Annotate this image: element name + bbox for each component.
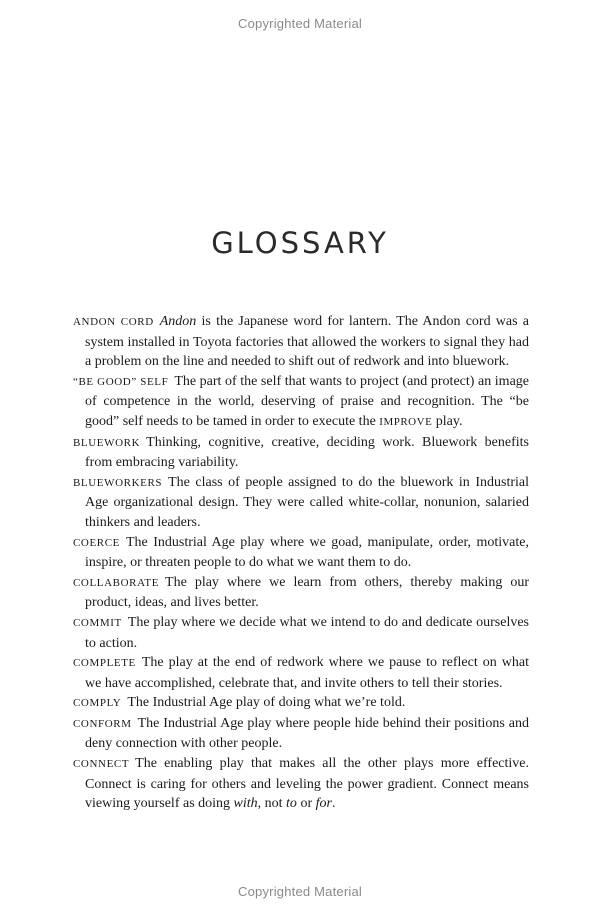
watermark-top: Copyrighted Material	[238, 16, 362, 31]
definition-text: or	[296, 796, 316, 812]
glossary-entry	[73, 372, 529, 433]
glossary-term: BLUEWORK	[73, 436, 141, 449]
definition-text: , not	[257, 796, 287, 812]
glossary-entry	[73, 754, 529, 814]
definition-text: The play at the end of redwork where we pause to reflect on what we have accomplished, celebrate that, and invite others to tell their stories.	[85, 655, 529, 691]
definition-text: Thinking, cognitive, creative, deciding work. Bluework benefits from embracing variability.	[85, 434, 529, 471]
glossary-term: BLUEWORKERS	[73, 476, 163, 489]
definition-text: The enabling play that makes all the other plays more effective. Connect is caring for others and leveling the power gradient. Connect means viewing yourself as doing	[85, 756, 529, 812]
glossary-term: COLLABORATE	[73, 576, 160, 589]
definition-text: The Industrial Age play of doing what we’re told.	[127, 695, 406, 711]
definition-text: play.	[432, 413, 463, 429]
small-caps-text: IMPROVE	[379, 415, 433, 428]
definition-text: .	[331, 796, 336, 812]
definition-text: The play where we decide what we intend to do and dedicate ourselves to action.	[85, 614, 529, 651]
glossary-entry	[73, 473, 529, 533]
glossary-term: ANDON CORD	[73, 316, 154, 328]
glossary-term: COERCE	[73, 536, 120, 549]
emphasis-text: to	[286, 796, 297, 812]
definition-text: The part of the self that wants to project (and protect) an image of competence in the world, deserving of praise and recognition. The “be good” self needs to be tamed in order to execute the	[85, 373, 529, 429]
glossary-term: COMPLY	[73, 697, 122, 710]
emphasis-text: for	[315, 796, 332, 812]
glossary-term: CONNECT	[73, 758, 130, 771]
glossary-entry	[73, 653, 529, 693]
glossary-entries	[73, 312, 529, 814]
glossary-entry	[73, 312, 529, 372]
emphasis-text: Andon	[159, 314, 197, 329]
glossary-entry	[73, 714, 529, 754]
glossary-entry	[73, 573, 529, 613]
glossary-entry	[73, 693, 529, 714]
glossary-term: CONFORM	[73, 717, 132, 730]
definition-text: is the Japanese word for lantern. The Andon cord was a system installed in Toyota factories that allowed the workers to signal they had a problem on the line and needed to shift out of redwork and into bluework.	[85, 314, 530, 370]
glossary-entry	[73, 533, 529, 573]
page-title: GLOSSARY	[211, 226, 389, 260]
glossary-term: COMMIT	[73, 616, 122, 629]
definition-text: The class of people assigned to do the bluework in Industrial Age organizational design. They were called white-collar, nonunion, salaried thinkers and leaders.	[85, 474, 529, 530]
glossary-entry	[73, 433, 529, 473]
emphasis-text: with	[233, 796, 258, 812]
definition-text: The Industrial Age play where people hide behind their positions and deny connection with other people.	[85, 715, 529, 752]
glossary-term: COMPLETE	[73, 657, 136, 670]
glossary-entry	[73, 613, 529, 653]
definition-text: The Industrial Age play where we goad, manipulate, order, motivate, inspire, or threaten people to do what we want them to do.	[85, 534, 529, 571]
watermark-bottom: Copyrighted Material	[238, 884, 362, 899]
definition-text: The play where we learn from others, thereby making our product, ideas, and lives better.	[85, 574, 529, 611]
glossary-term: “BE GOOD” SELF	[73, 375, 169, 388]
